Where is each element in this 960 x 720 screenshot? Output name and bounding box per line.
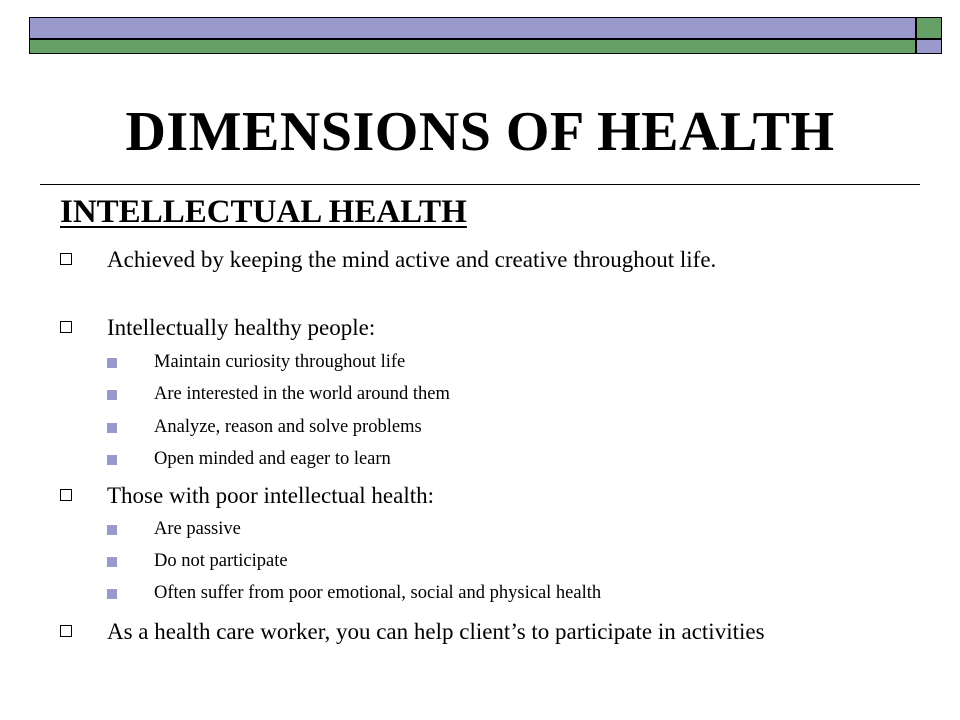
header-corner-purple [916, 39, 942, 54]
sub-bullet-text: Open minded and eager to learn [154, 449, 391, 469]
bullet-2-text: Intellectually healthy people: [107, 315, 376, 340]
bullet-3-text: Those with poor intellectual health: [107, 483, 435, 508]
filled-square-bullet-icon [107, 525, 117, 535]
sub-bullet-text: Are interested in the world around them [154, 384, 450, 404]
filled-square-bullet-icon [107, 557, 117, 567]
sub-bullet-text: Analyze, reason and solve problems [154, 417, 422, 437]
bullet-4-text: As a health care worker, you can help client’s to participate in activities [107, 619, 765, 644]
header-band-purple [29, 17, 916, 39]
filled-square-bullet-icon [107, 358, 117, 368]
header-corner-green [916, 17, 942, 39]
sub-bullet-text: Maintain curiosity throughout life [154, 352, 406, 372]
sub-bullet-text: Do not participate [154, 551, 288, 571]
hollow-square-bullet-icon [60, 253, 72, 265]
header-band-green [29, 39, 916, 54]
slide-title: DIMENSIONS OF HEALTH [125, 101, 835, 163]
sub-bullet-text: Are passive [154, 519, 241, 539]
sub-bullet-text: Often suffer from poor emotional, social and physical health [154, 583, 602, 603]
hollow-square-bullet-icon [60, 489, 72, 501]
slide-subtitle: INTELLECTUAL HEALTH [60, 194, 467, 230]
filled-square-bullet-icon [107, 390, 117, 400]
hollow-square-bullet-icon [60, 625, 72, 637]
bullet-1-text: Achieved by keeping the mind active and creative throughout life. [107, 247, 717, 272]
title-divider [40, 184, 920, 185]
filled-square-bullet-icon [107, 455, 117, 465]
filled-square-bullet-icon [107, 423, 117, 433]
hollow-square-bullet-icon [60, 321, 72, 333]
filled-square-bullet-icon [107, 589, 117, 599]
